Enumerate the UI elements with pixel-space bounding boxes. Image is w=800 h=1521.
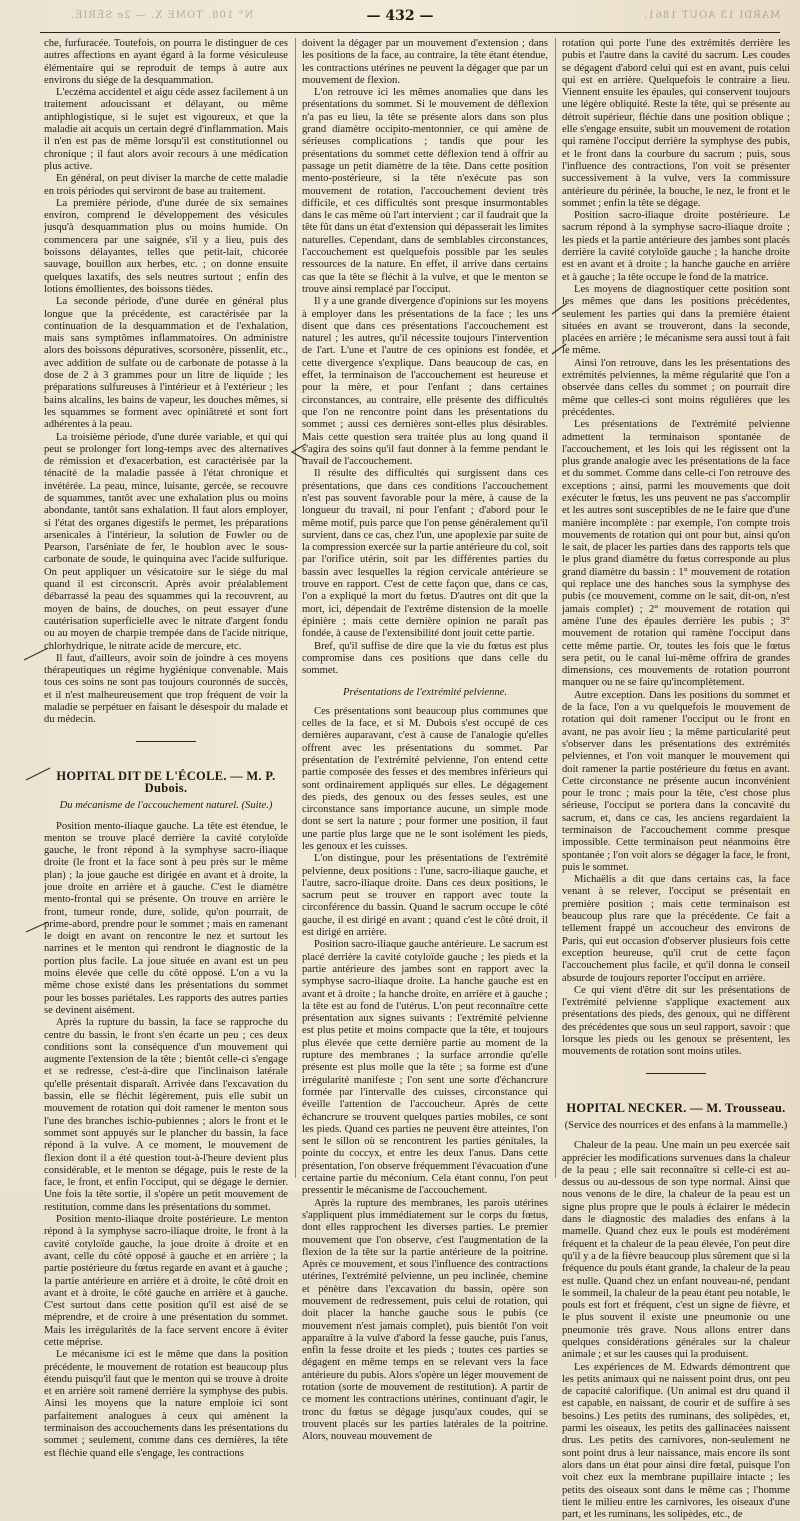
section-divider xyxy=(646,1073,706,1074)
column-2 xyxy=(302,38,548,1443)
section-subtitle: (Service des nourrices et des enfans à la mammelle.) xyxy=(564,1119,788,1131)
subsection-title: Présentations de l'extrémité pelvienne. xyxy=(342,687,508,699)
paragraph: Les moyens de diagnostiquer cette position sont les mêmes que dans les positions précédentes, seulement les parties qui dans la première étaient situées en avant se trouveront, dans la seconde, placées en arrière ; le mécanisme sera aussi tout à fait le même. xyxy=(562,283,790,357)
header-rule xyxy=(40,32,780,33)
column-divider xyxy=(555,38,556,1178)
pencil-mark xyxy=(546,300,570,360)
paragraph: Après la rupture des membranes, les parois utérines s'appliquent plus immédiatement sur le corps du fœtus, dont elles rapprochent les diverses parties. Le premier mouvement que l'on observe, c'est l'augmentation de la flexion de la tête sur la partie antérieure de la poitrine. Après ce mouvement, et sous l'influence des contractions utérines, l'extrémité pelvienne, un peu inclinée, chemine et pénètre dans l'excavation du bassin, opère son mouvement de redressement, puis celui de rotation, qui doit placer la hanche gauche sous le pubis (ce mouvement n'est jamais complet), puis bientôt l'on voit apparaître à la vulve d'abord la fesse gauche, puis l'anus, enfin la fesse droite et les pieds ; toutes ces parties se dégagent en même temps en se relevant vers la face antérieure du pubis. Alors s'opère un léger mouvement de rotation (sorte de mouvement de restitution). A partir de ce moment les contractions utérines, continuant d'agir, le tronc du fœtus se dégage jusqu'aux coudes, qui se trouvent placés sur les parties latérales de la poitrine. Alors, nouveau mouvement de xyxy=(302,1197,548,1443)
paragraph: Les expériences de M. Edwards démontrent que les petits animaux qui ne naissent point drus, ont peu de capacité calorifique. (Un animal est dru quand il est capable, en naissant, de courir et de suffire à ses besoins.) Les petits des ruminans, des solipèdes, et, parmi les oiseaux, les petits des gallinacées naissent drus. Les petits des carnivores, non-seulement ne sont point drus à leur naissance, mais encore ils sont alors dans un état pour ainsi dire fœtal, puisque l'on voit chez eux la membrane pupillaire intacte ; les petits des oiseaux sont dans le même cas ; l'homme tient le milieu entre les carnivores, les oiseaux d'une part, et les ruminans, les solipèdes, etc., de xyxy=(562,1361,790,1521)
paragraph: Ainsi l'on retrouve, dans les les présentations des extrémités pelviennes, la même régularité que l'on a observée dans celles du sommet ; on pourrait dire même que celles-ci sont moins régulières que les précédentes. xyxy=(562,357,790,418)
section-title: HOPITAL NECKER. — M. Trousseau. xyxy=(566,1100,786,1115)
paragraph: Il faut, d'ailleurs, avoir soin de joindre à ces moyens thérapeutiques un régime hygiénique convenable. Mais tous ces soins ne sont pas toujours couronnés de succès, et il n'est malheureusement que trop fréquent de voir la maladie se perpétuer en faisant le désespoir du malade et du médecin. xyxy=(44,652,288,726)
paragraph: L'on distingue, pour les présentations de l'extrémité pelvienne, deux positions : l'une, sacro-iliaque gauche, et l'autre, sacro-iliaque droite. Dans ces deux positions, le sacrum peut se trouver en rapport avec toute la circonférence du bassin. Quand le sacrum occupe le côté gauche, il est dirigé en avant ; quand c'est le côté droit, il est dirigé en arrière. xyxy=(302,853,548,939)
running-head xyxy=(0,8,800,30)
paragraph: L'eczéma accidentel et aigu cède assez facilement à un traitement adoucissant et délayant, ou même antiphlogistique, si le sujet est vigoureux, et que la maladie ait acquis un certain degré d'inflammation. Mais il n'en est pas de même lorsqu'il est constitutionnel ou chronique ; il faut alors avoir recours à une médication plus active. xyxy=(44,87,288,172)
paragraph: Il y a une grande divergence d'opinions sur les moyens à employer dans les présentations de la face ; les uns disent que dans ces présentations l'accouchement est naturel ; les autres, qu'il nécessite toujours l'intervention de l'art. L'une et l'autre de ces opinions est fondée, et cette divergence s'explique. Dans beaucoup de cas, en effet, la terminaison de l'accouchement est heureuse et pour la mère, et pour l'enfant ; dans certaines circonstances, au contraire, elle présente des difficultés que l'on ne rencontre point dans les présentations du sommet ; aussi ces dernières sont-elles plus désirables. Mais cette question sera traitée plus au long quand il s'agira des soins qu'il faut donner à la femme pendant le travail de l'accouchement. xyxy=(302,296,548,468)
paragraph: Le mécanisme ici est le même que dans la position précédente, le mouvement de rotation est beaucoup plus étendu puisqu'il faut que le menton qui se trouve à droite et en arrière soit ramené derrière la symphyse des pubis. Ainsi les moyens que la nature emploie ici sont parfaitement analogues à ceux qui amènent la terminaison des accouchements dans les présentations du sommet ; seulement, comme dans ces dernières, la tête est fléchie quand elle s'engage, les contractions xyxy=(44,1349,288,1459)
bleed-through-right: MARDI 13 AOUT 1861. xyxy=(642,10,780,21)
column-divider xyxy=(295,38,296,1178)
paragraph: Les présentations de l'extrémité pelvienne admettent la terminaison spontanée de l'accouchement, et les lois qui les régissent ont la plus grande analogie avec les présentations de la face et du sommet. Comme dans celle-ci l'on retrouve des exceptions ; ainsi, parmi les mouvements que doit exécuter le fœtus, les uns peuvent ne pas s'accomplir et les autres sont susceptibles de ne le faire que d'une manière incomplète : par exemple, l'on compte trois mouvements de rotation qui ont pour but, ainsi qu'on le sait, de placer les parties dans des rapports tels que le plus grand diamètre du fœtus corresponde au plus grand diamètre du bassin : 1° mouvement de rotation qui replace une des hanches sous la symphyse des pubis (ce mouvement, comme on le sait, dit-on, n'est jamais complet) ; 2° mouvement de rotation qui amène l'une des épaules derrière les pubis ; 3° mouvement de rotation qui ramène l'occiput dans cette même partie. Or, toutes les fois que le fœtus sera petit, ou le canal lui-même offrira de grandes dimensions, ces mouvements de rotation pourront manquer ou ne se faire qu'incomplètement. xyxy=(562,419,790,689)
paragraph: Il résulte des difficultés qui surgissent dans ces présentations, que dans ces conditions l'accouchement n'est pas souvent favorable pour la mère, à cause de la longueur du travail, ni pour l'enfant ; d'abord pour le même motif, puis parce que l'on pense généralement qu'il survient, dans ce cas, chez l'un, une apoplexie par suite de la compression exercée sur la partie antérieure du col, soit par l'orifice utérin, soit par les différentes parties du bassin avec lesquelles la région cervicale antérieure se trouve en rapport. C'est de cette façon que, dans ce cas, l'on a expliqué la mort du fœtus. D'autres ont dit que la mort, ici, dépendait de l'extrême distension de la moelle épinière ; mais cette dernière opinion ne paraît pas fondée, à cause de l'extensibilité dont jouit cette partie. xyxy=(302,468,548,640)
paragraph: Position mento-iliaque gauche. La tête est étendue, le menton se trouve placé derrière la cavité cotyloïde gauche, le front répond à la symphyse sacro-iliaque droite (le front et la face sont à peu près sur le même plan) ; la joue gauche est dirigée en avant et à droite, la joue droite en arrière et à gauche. C'est le diamètre mento-frontal qui se présente. On trouve en arrière le front, tumeur ronde, dure, solide, qu'on pourrait, de prime-abord, prendre pour le sommet ; mais en ramenant le doigt en avant on rencontre le nez et surtout les narrines et le menton qui rendront le diagnostic de la portion plus facile. La joue située en avant est un peu moins élevée que celle du côté opposé. L'on a vu la même chose existé dans les présentations du sommet pour les bosses pariétales. Les rapports des autres parties se devinent aisément. xyxy=(44,820,288,1016)
pencil-marks xyxy=(18,640,58,940)
column-3 xyxy=(562,38,790,1521)
paragraph: Position sacro-iliaque gauche antérieure. Le sacrum est placé derrière la cavité cotyloïde gauche ; les pieds et la partie antérieure des jambes sont en rapport avec la symphyse sacro-iliaque droite. La hanche gauche est en avant et à droite ; la hanche droite, en arrière et à gauche ; la tête est au fond de l'utérus. L'on peut reconnaître cette présentation aux signes suivants : l'extrémité pelvienne est plus petite et moins compacte que la tête, et toujours plus élevée que cette dernière partie au moment de la rupture des membranes ; la surface arrondie qu'elle présente est plus molle que la tête ; sa forme est d'une irrégularité manifeste ; l'on sent une sorte d'échancrure formée par l'intervalle des cuisses, circonstance qui éveille l'attention de l'accoucheur. Après de cette échancrure se trouvent quelques parties mobiles, ce sont les pieds. Quand ces parties ne peuvent être atteintes, l'on sent le sillon où se rencontrent les parties génitales, la pointe du coccyx, et entre les deux l'anus. Dans cette présentation, l'on observe fréquemment l'évacuation d'une certaine partie du méconium. Cela étant connu, l'on peut pressentir le mécanisme de l'accouchement. xyxy=(302,939,548,1197)
section-subtitle: Du mécanisme de l'accouchement naturel. (Suite.) xyxy=(59,800,273,812)
paragraph: Bref, qu'il suffise de dire que la vie du fœtus est plus compromise dans ces positions que dans celle du sommet. xyxy=(302,640,548,677)
paragraph: che, furfuracée. Toutefois, on pourra le distinguer de ces autres affections en ayant égard à la forme vésiculeuse élémentaire qui se reproduit de temps à autre aux environs du siége de la desquammation. xyxy=(44,38,288,86)
paragraph: Autre exception. Dans les positions du sommet et de la face, l'on a vu quelquefois le mouvement de rotation qui doit ramener l'occiput ou le front en avant, ne pas avoir lieu ; la même particularité peut s'observer dans les présentations des extrémités pelviennes, et l'on voit manquer le mouvement qui doit ramener la partie postérieure du fœtus en avant. Cette circonstance ne présente aucun inconvénient pour le tronc ; mais pour la tête, c'est chose plus sérieuse, l'occiput se portera dans la concavité du sacrum, et, dans ce cas, les anciens regardaient la terminaison de l'accouchement comme presque impossible. Cette terminaison peut néanmoins être spontanée ; l'on voit alors se dégager la face, le front, puis le sommet. xyxy=(562,689,790,873)
paragraph: La troisième période, d'une durée variable, et qui qui peut se prolonger fort long-temps avec des alternatives de rémission et d'exacerbation, est caractérisée par la ténacité de la maladie passée à l'état chronique et invétérée. La peau, mince, luisante, gercée, se recouvre de squammes, tantôt avec une exhalation plus ou moins abondante, tantôt sans exhalation. Il faut alors employer, si l'état des organes digestifs le permet, les préparations arsenicales à l'intérieur, la solution de Fowler ou de Pearson, l'arséniate de fer, le houblon avec le sous-carbonate de soude, le quinquina avec l'acide sulfurique. On peut appliquer un vésicatoire sur le siége du mal quand il est circonscrit. Après avoir préalablement débarrassé la peau des squammes qui la recouvrent, au moyen de bains, de douches, on peut essayer d'une cautérisation superficielle avec le nitrate d'argent fondu ou au moyen de charpie trempée dans de l'acide nitrique, chlorhydrique, le nitrate acide de mercure, etc. xyxy=(44,431,288,652)
section-title: HOPITAL DIT DE L'ÉCOLE. — M. P. Dubois. xyxy=(56,768,276,795)
column-1 xyxy=(44,38,288,1459)
paragraph: Ce qui vient d'être dit sur les présentations de l'extrémité pelvienne s'applique exactement aux présentations des pieds, des genoux, qui ne diffèrent des précédentes que sous un seul rapport, savoir : que lorsque les pieds ou les genoux se présentent, les mouvements de rotation sont moins utiles. xyxy=(562,984,790,1058)
paragraph: L'on retrouve ici les mêmes anomalies que dans les présentations du sommet. Si le mouvement de déflexion n'a pas eu lieu, la tête se présente alors dans son plus grand diamètre occipito-mentonnier, ce qui amène de sérieuses complications ; tandis que pour les présentations du sommet cette déflexion tend à offrir au passage un petit diamètre de la tête. Dans cette position mento-postérieure, si la tête n'exécute pas son mouvement de rotation, l'accouchement devient très difficile, et ces difficultés sont presque insurmontables dans le cas même où l'art intervient ; car il faudrait que la tête fût dans un état d'extension qui dépasserait les limites naturelles. Cependant, dans de semblables circonstances, l'accouchement est quelquefois possible par les seules ressources de la nature. En effet, il arrive dans certains cas que la tête se fléchit à la vulve, et que le menton se trouve ainsi remplacé par l'occiput. xyxy=(302,87,548,295)
paragraph: En général, on peut diviser la marche de cette maladie en trois périodes qui serviront de base au traitement. xyxy=(44,173,288,197)
paragraph: Michaëlis a dit que dans certains cas, la face venant à se relever, l'occiput se présentait en première position ; mais cette terminaison est beaucoup plus rare que la précédente. Ce fait a tellement frappé un accoucheur des environs de Paris, qui eut occasion d'observer plusieurs fois cette exception heureuse, qu'il crut de cette façon l'accouchement plus facile, et qu'il donna le conseil absurde de toujours reporter l'occiput en arrière. xyxy=(562,874,790,984)
pencil-mark xyxy=(286,440,310,464)
paragraph: rotation qui porte l'une des extrémités derrière les pubis et l'autre dans la cavité du sacrum. Les coudes se dégagent d'abord celui qui est en avant, puis celui qui est en arrière. Quelquefois le contraire a lieu. Viennent ensuite les épaules, qui conservent toujours une légère obliquité. Reste la tête, qui se présente au détroit supérieur, fléchie dans une position oblique ; elle s'engage ensuite, subit un mouvement de rotation qui ramène l'occiput derrière la symphyse des pubis, et le front dans la courbure du sacrum ; puis, sous l'influence des contractions, l'on voit se présenter successivement à la vulve, vers la commissure antérieure du périnée, la bouche, le nez, le front et le sommet ; enfin la tête se dégage. xyxy=(562,38,790,209)
paragraph: La seconde période, d'une durée en général plus longue que la précédente, est caractérisée par la continuation de la desquammation et de l'exhalation, mais sans symptômes inflammatoires. On administre alors des boissons dépuratives, scorsonère, pissenlit, etc., avec addition de sulfate ou de carbonate de potasse à la dose de 2 à 3 grammes pour un litre de liquide ; les préparations sulfureuses à l'intérieur et à l'extérieur ; les bains alcalins, les bains de vapeur, les douches mêmes, si les squammes se forment avec opiniâtreté et sont fort adhérentes à la peau. xyxy=(44,296,288,431)
paragraph: Après la rupture du bassin, la face se rapproche du centre du bassin, le front s'en écarte un peu ; ces deux conditions sont la conséquence d'un mouvement qui augmente l'extension de la tête ; bientôt celle-ci s'engage et se redresse, c'est-à-dire que l'inclinaison latérale qu'elle présentait disparaît. Arrivée dans l'excavation du bassin, elle se fléchit légèrement, puis elle subit un mouvement de rotation qui doit ramener le menton sous l'une des branches ischio-pubiennes ; alors le front et le sommet sont appuyés sur le plancher du bassin, la face répond à la vulve. A ce moment, le mouvement de flexion dont il a été question tout-à-l'heure devient plus considérable, et le menton se dégage, puis le reste de la face, le front, et enfin l'occiput, qui se dégage le dernier. Une fois la tête sortie, il s'opère un petit mouvement de restitution, comme dans les présentations du sommet. xyxy=(44,1017,288,1213)
paragraph: Ces présentations sont beaucoup plus communes que celles de la face, et si M. Dubois s'est occupé de ces dernières auparavant, c'est à cause de l'analogie qu'elles offrent avec les présentations du sommet. Par présentation de l'extrémité pelvienne, l'on entend cette partie composée des fesses et des membres inférieurs qui sont ordinairement appliqués sur elles. Le dégagement des pieds, des genoux ou des fesses seules, est une circonstance sans importance aucune, un simple mode dont se sert la nature ; pour former une position, il faut une partie plus large que ne le sont isolément les pieds, les genoux et les cuisses. xyxy=(302,705,548,852)
paragraph: Position sacro-iliaque droite postérieure. Le sacrum répond à la symphyse sacro-iliaque droite ; les pieds et la partie antérieure des jambes sont placés derrière la cavité cotyloïde gauche ; la hanche droite est en avant et à droite ; la hanche gauche en arrière et à gauche ; la tête occupe le fond de la matrice. xyxy=(562,210,790,283)
page-number: — 432 — xyxy=(366,8,434,24)
bleed-through-left: N° 108. TOME X. — 2e SÉRIE. xyxy=(70,10,254,21)
paragraph: doivent la dégager par un mouvement d'extension ; dans les positions de la face, au contraire, la tête étant étendue, les contractions utérines ne peuvent la dégager que par un mouvement de flexion. xyxy=(302,38,548,86)
section-divider xyxy=(136,741,196,742)
paragraph: Position mento-iliaque droite postérieure. Le menton répond à la symphyse sacro-iliaque droite, le front à la cavité cotyloïde gauche, la joue droite à droite et en avant, celle du côté opposé à gauche et en arrière ; la partie postérieure du fœtus regarde en avant et à gauche ; la partie antérieure en arrière et à droite, le côté droit en avant et à droite, le côté gauche en arrière et à gauche. C'est surtout dans cette position qu'il est aisé de se méprendre, et de croire à une présentation du sommet. Mais les irrégularités de la face servent encore à éviter cette méprise. xyxy=(44,1214,288,1348)
paragraph: Chaleur de la peau. Une main un peu exercée sait apprécier les modifications survenues dans la chaleur de la peau ; elle sait reconnaître si celle-ci est au-dessus ou au-dessous de son type normal. Ainsi que nous venons de le dire, la chaleur de la peau est un signe plus propre que le pouls à éclairer le médecin dans le diagnostic des maladies des enfans à la mamelle. Quand chez eux le pouls est modérément fréquent et la chaleur de la peau élevée, l'on peut dire qu'il y a de la fièvre beaucoup plus sûrement que si la fréquence du pouls étant grande, la chaleur de la peau est nulle. Quand chez un enfant nouveau-né, pendant le sommeil, la chaleur de la peau étant peu notable, le pouls est fort et fréquent, c'est un signe de fièvre, et le plus souvent il existe une pneumonie ou une pneumonie très grave. Nous allons entrer dans quelques considérations générales sur la chaleur animale ; et sur les causes qui la produisent. xyxy=(562,1140,790,1361)
paragraph: La première période, d'une durée de six semaines environ, comprend le développement des vésicules jusqu'à desquammation plus ou moins humide. On commencera par une saignée, s'il y a lieu, puis des boissons délayantes, telles que petit-lait, chicorée sauvage, bouillon aux herbes, etc. ; on donne ensuite quelques laxatifs, des sels neutres surtout ; enfin des lotions émollientes, des boissons tièdes. xyxy=(44,197,288,295)
